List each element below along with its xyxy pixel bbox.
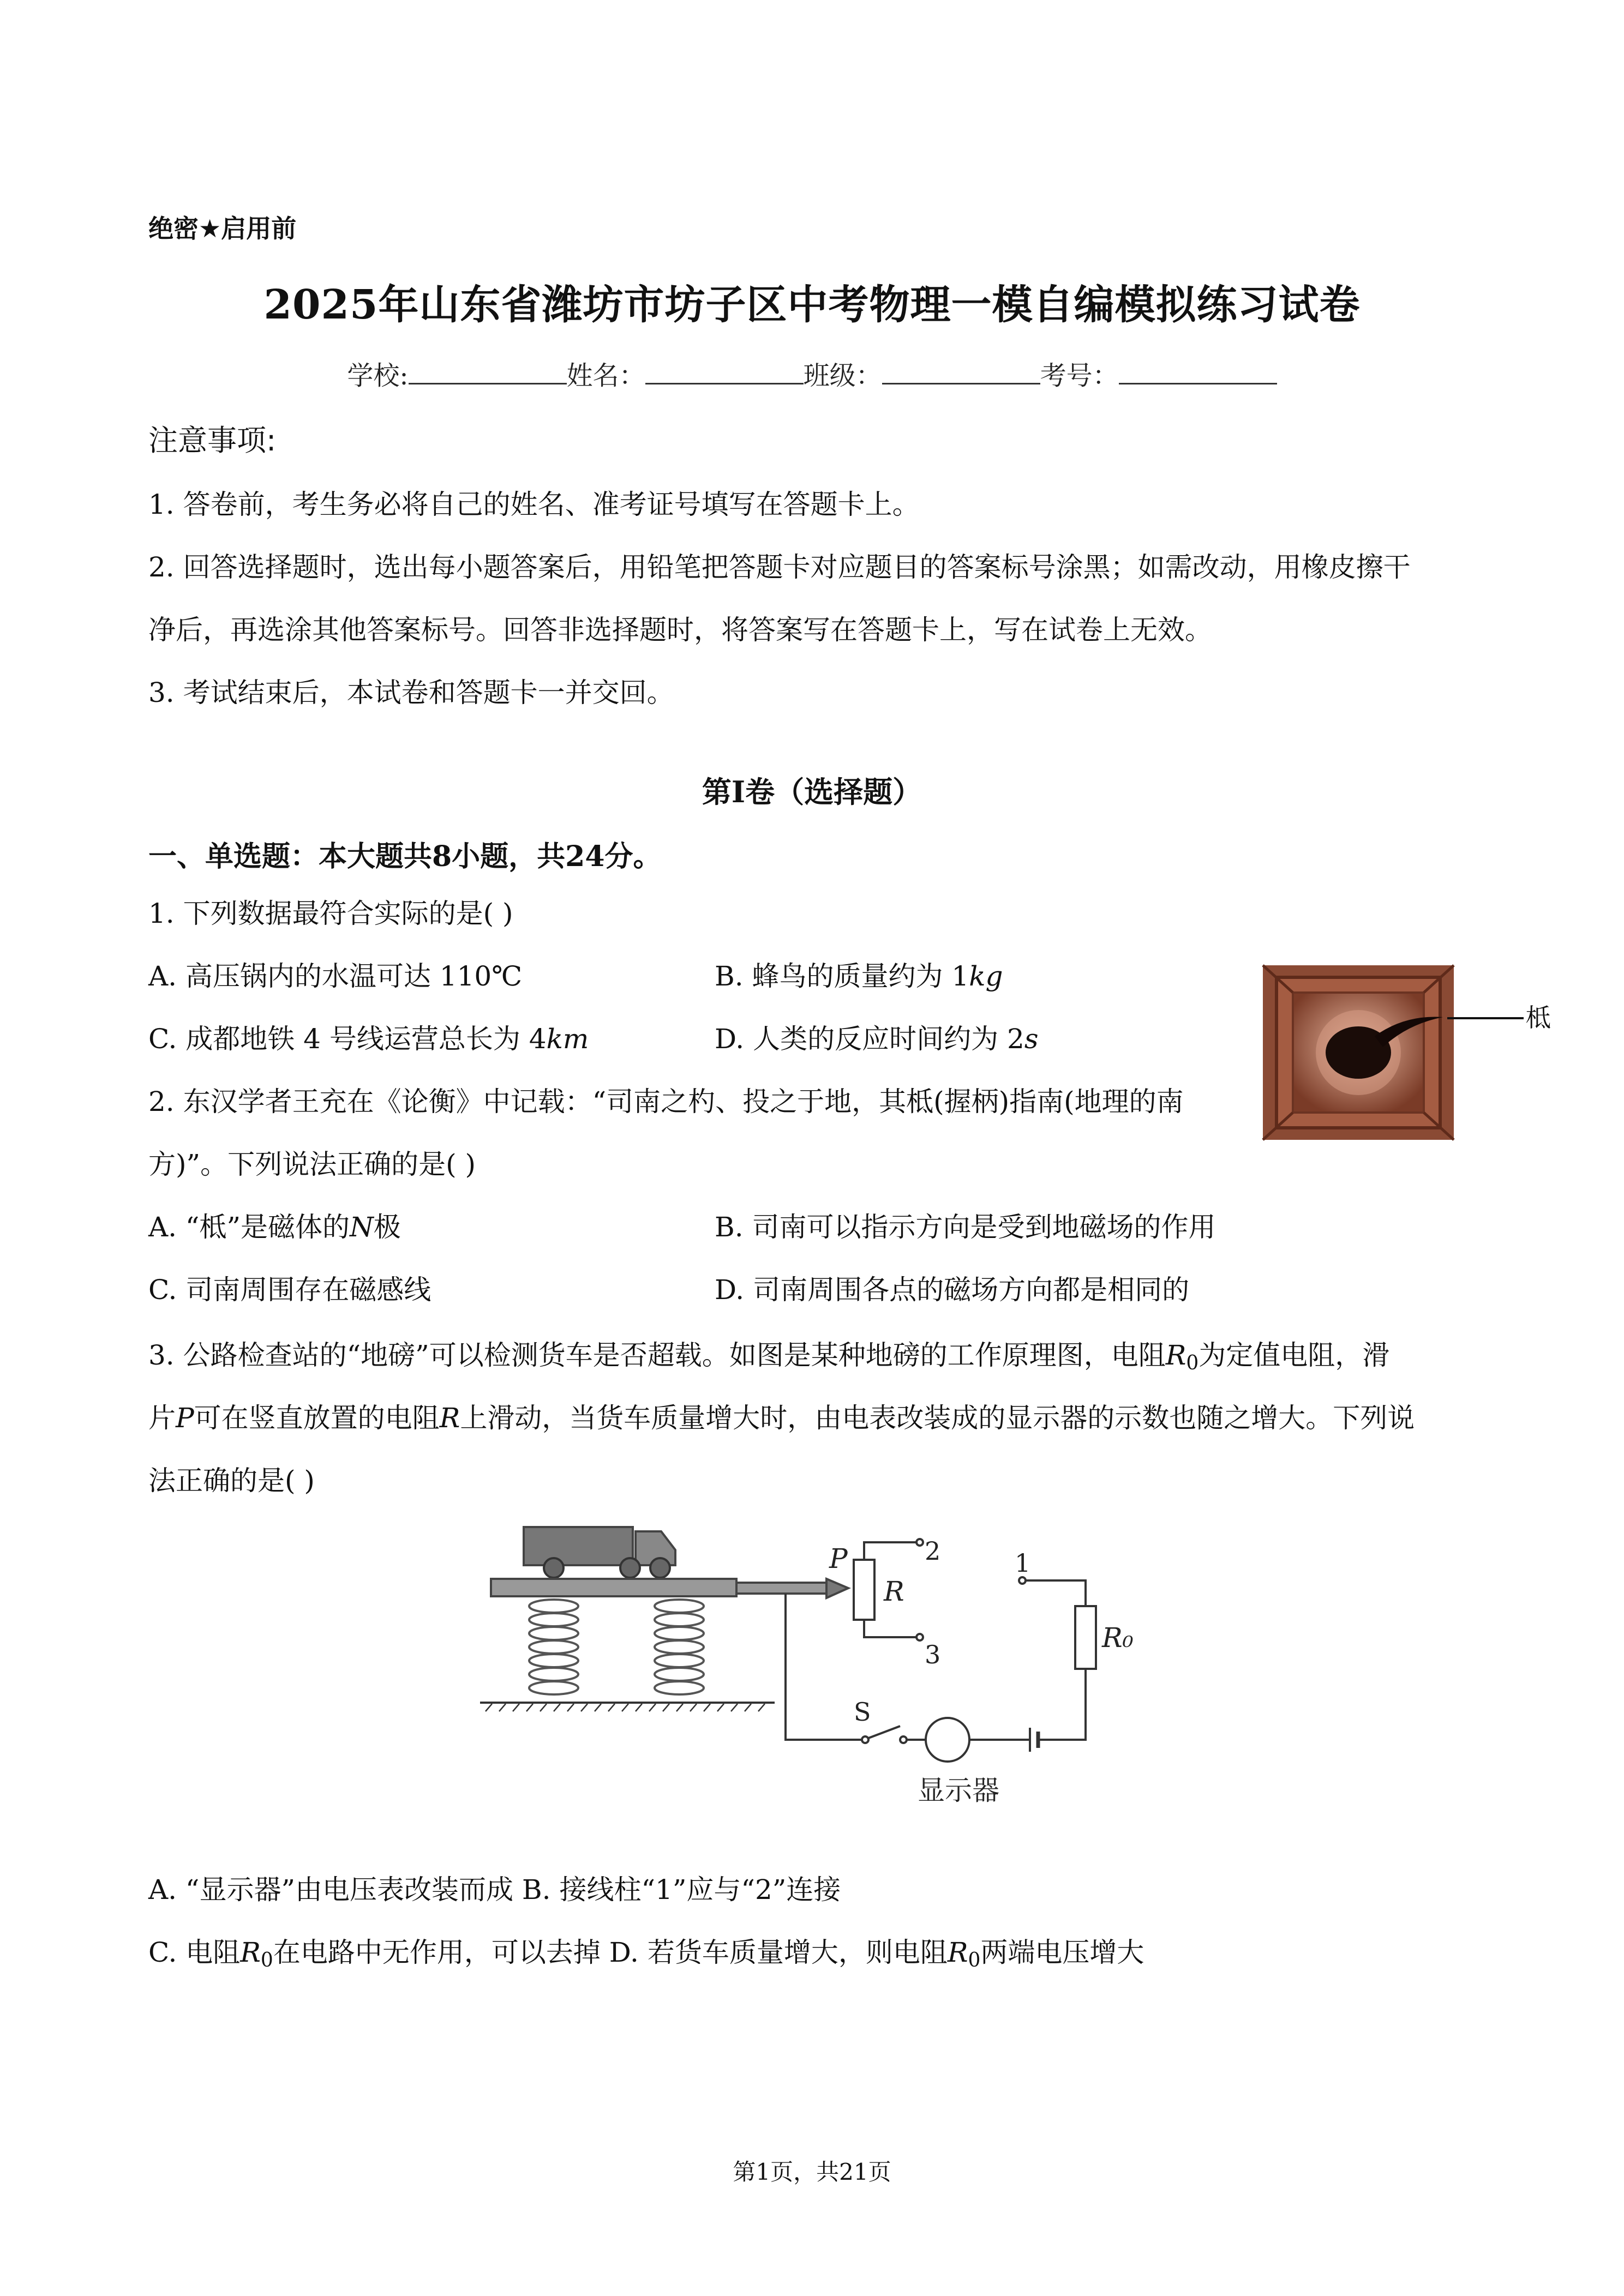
q3-stem-line2: 片P可在竖直放置的电阻R上滑动，当货车质量增大时，由电表改装成的显示器的示数也随之增大。下列说 bbox=[148, 1402, 1415, 1434]
label-s: S bbox=[854, 1697, 871, 1727]
q2-option-a: A. “柢”是磁体的N极 bbox=[148, 1211, 401, 1243]
label-terminal-1: 1 bbox=[1015, 1548, 1031, 1578]
switch-s bbox=[868, 1726, 900, 1738]
weighing-platform bbox=[491, 1579, 736, 1596]
q1-option-b: B. 蜂鸟的质量约为 1kg bbox=[715, 960, 1003, 992]
q2-option-c: C. 司南周围存在磁感线 bbox=[148, 1274, 432, 1306]
q3-options-cd: C. 电阻$R_0$在电路中无作用，可以去掉 D. 若货车质量增大，则电阻$R_0$两端电压增大 bbox=[148, 1937, 1144, 1972]
label-terminal-3: 3 bbox=[925, 1640, 941, 1669]
q2-option-b: B. 司南可以指示方向是受到地磁场的作用 bbox=[715, 1211, 1216, 1243]
note-item-2: 2. 回答选择题时，选出每小题答案后，用铅笔把答题卡对应题目的答案标号涂黑；如需改动，用橡皮擦干 bbox=[148, 551, 1411, 583]
part-heading: 第I卷（选择题） bbox=[702, 774, 922, 809]
exam-title: 2025年山东省潍坊市坊子区中考物理一模自编模拟练习试卷 bbox=[263, 281, 1361, 328]
q3-stem-line1: 3. 公路检查站的“地磅”可以检测货车是否超载。如图是某种地磅的工作原理图，电阻$R_0$为定值电阻，滑 bbox=[148, 1339, 1390, 1374]
exam-number-blank[interactable] bbox=[1119, 361, 1277, 384]
q2-stem-line1: 2. 东汉学者王充在《论衡》中记载：“司南之杓、投之于地，其柢(握柄)指南(地理的南 bbox=[148, 1086, 1184, 1117]
note-item-2-cont: 净后，再选涂其他答案标号。回答非选择题时，将答案写在答题卡上，写在试卷上无效。 bbox=[148, 614, 1212, 646]
note-item-1: 1. 答卷前，考生务必将自己的姓名、准考证号填写在答题卡上。 bbox=[148, 489, 920, 520]
display-meter bbox=[926, 1718, 969, 1762]
slider-p bbox=[826, 1579, 848, 1598]
section-heading: 一、单选题：本大题共8小题，共24分。 bbox=[148, 840, 662, 873]
student-info-line bbox=[0, 354, 1624, 392]
q2-option-d: D. 司南周围各点的磁场方向都是相同的 bbox=[715, 1274, 1190, 1306]
q1-option-d: D. 人类的反应时间约为 2s bbox=[715, 1023, 1039, 1055]
label-r0: R₀ bbox=[1102, 1622, 1134, 1654]
resistor-r bbox=[854, 1560, 874, 1620]
class-blank[interactable] bbox=[882, 361, 1040, 384]
class-label: 班级： bbox=[803, 360, 882, 391]
name-blank[interactable] bbox=[645, 361, 804, 384]
handle-label: 柢 bbox=[1526, 1003, 1551, 1032]
school-blank[interactable] bbox=[409, 361, 567, 384]
school-label: 学校: bbox=[347, 360, 409, 391]
q3-options-ab: A. “显示器”由电压表改装而成 B. 接线柱“1”应与“2”连接 bbox=[148, 1874, 841, 1906]
notes-heading: 注意事项: bbox=[148, 423, 277, 458]
label-display: 显示器 bbox=[918, 1775, 999, 1806]
q1-stem: 1. 下列数据最符合实际的是( ) bbox=[148, 898, 513, 929]
secret-label: 绝密★启用前 bbox=[148, 214, 297, 243]
q2-stem-line2: 方)”。下列说法正确的是( ) bbox=[148, 1149, 476, 1180]
label-p: P bbox=[829, 1543, 848, 1574]
q1-option-a: A. 高压锅内的水温可达 110℃ bbox=[148, 960, 523, 992]
name-label: 姓名： bbox=[566, 360, 645, 391]
q1-option-c: C. 成都地铁 4 号线运营总长为 4km bbox=[148, 1023, 589, 1055]
exam-number-label: 考号： bbox=[1040, 360, 1119, 391]
label-r: R bbox=[884, 1576, 904, 1607]
note-item-3: 3. 考试结束后，本试卷和答题卡一并交回。 bbox=[148, 677, 674, 708]
q3-stem-line3: 法正确的是( ) bbox=[148, 1465, 315, 1496]
resistor-r0 bbox=[1075, 1606, 1096, 1669]
label-terminal-2: 2 bbox=[925, 1536, 941, 1566]
weighbridge-circuit-diagram bbox=[469, 1505, 1146, 1822]
page-footer: 第1页，共21页 bbox=[733, 2159, 891, 2185]
sinan-figure bbox=[1263, 965, 1551, 1140]
truck-body bbox=[524, 1527, 633, 1565]
